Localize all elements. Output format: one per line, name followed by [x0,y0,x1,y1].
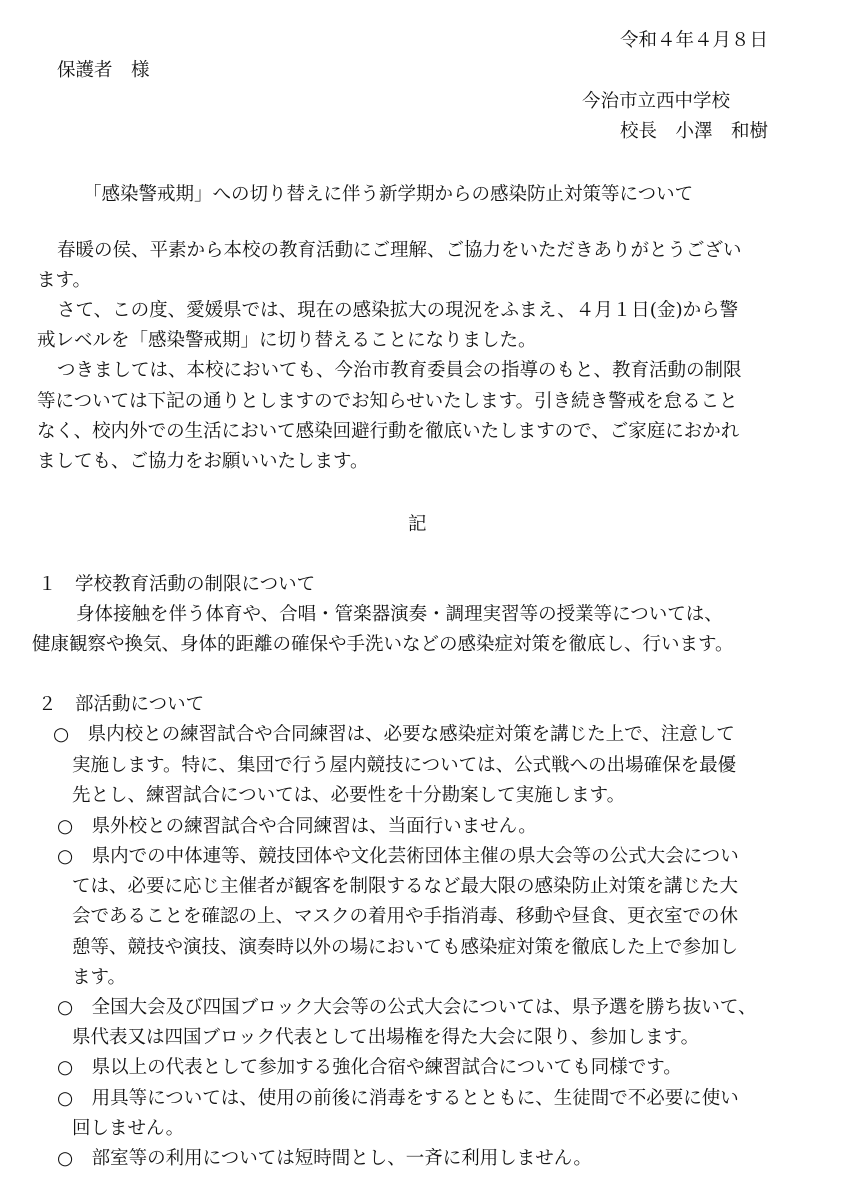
section2-item: ○ 用具等については、使用の前後に消毒をするとともに、生徒間で不必要に使い [57,1088,739,1109]
document-title: 「感染警戒期」への切り替えに伴う新学期からの感染防止対策等について [83,184,694,205]
intro-line: つきましては、本校においても、今治市教育委員会の指導のもと、教育活動の制限 [57,360,742,381]
section2-heading: ２ 部活動について [38,694,205,715]
section2-item-cont: ます。 [72,967,127,988]
section2-item-cont: 回しません。 [72,1118,185,1139]
section2-item-cont: 会であることを確認の上、マスクの着用や手指消毒、移動や昼食、更衣室での休 [72,906,739,927]
section2-item: ○ 県内校との練習試合や合同練習は、必要な感染症対策を講じた上で、注意して [53,724,735,745]
section2-item: ○ 県以上の代表として参加する強化合宿や練習試合についても同様です。 [57,1057,682,1078]
principal-name: 校長 小澤 和樹 [620,121,769,142]
intro-line: さて、この度、愛媛県では、現在の感染拡大の現況をふまえ、４月１日(金)から警 [57,300,739,321]
section2-item-cont: 県代表又は四国ブロック代表として出場権を得た大会に限り、参加します。 [72,1027,700,1048]
section2-item-cont: ては、必要に応じ主催者が観客を制限するなど最大限の感染防止対策を講じた大 [72,876,739,897]
section2-item-cont: 憩等、競技や演技、演奏時以外の場においても感染症対策を徹底した上で参加し [72,937,739,958]
section2-item: ○ 県内での中体連等、競技団体や文化芸術団体主催の県大会等の公式大会につい [57,846,739,867]
intro-line: 等については下記の通りとしますのでお知らせいたします。引き続き警戒を怠ること [37,391,738,412]
recipient: 保護者 様 [57,60,150,81]
intro-line: ましても、ご協力をお願いいたします。 [37,451,369,472]
section1-line: 健康観察や換気、身体的距離の確保や手洗いなどの感染症対策を徹底し、行います。 [32,634,734,655]
intro-line: なく、校内外での生活において感染回避行動を徹底いたしますので、ご家庭におかれ [37,421,740,442]
section2-item: ○ 県外校との練習試合や合同練習は、当面行いません。 [57,816,537,837]
section1-line: 身体接触を伴う体育や、合唱・管楽器演奏・調理実習等の授業等については、 [76,604,723,625]
intro-line: 戒レベルを「感染警戒期」に切り替えることになりました。 [37,330,537,351]
ki-marker: 記 [408,514,427,535]
school-name: 今治市立西中学校 [582,91,731,112]
intro-line: 春暖の侯、平素から本校の教育活動にご理解、ご協力をいただきありがとうござい [57,240,742,261]
section2-item-cont: 実施します。特に、集団で行う屋内競技については、公式戦への出場確保を最優 [72,755,737,776]
section1-heading: １ 学校教育活動の制限について [38,574,316,595]
intro-line: ます。 [37,270,92,291]
section2-item: ○ 部室等の利用については短時間とし、一斉に利用しません。 [57,1148,592,1169]
section2-item-cont: 先とし、練習試合については、必要性を十分勘案して実施します。 [72,785,626,806]
section2-item: ○ 全国大会及び四国ブロック大会等の公式大会については、県予選を勝ち抜いて、 [57,997,757,1018]
document-date: 令和４年４月８日 [620,30,769,51]
